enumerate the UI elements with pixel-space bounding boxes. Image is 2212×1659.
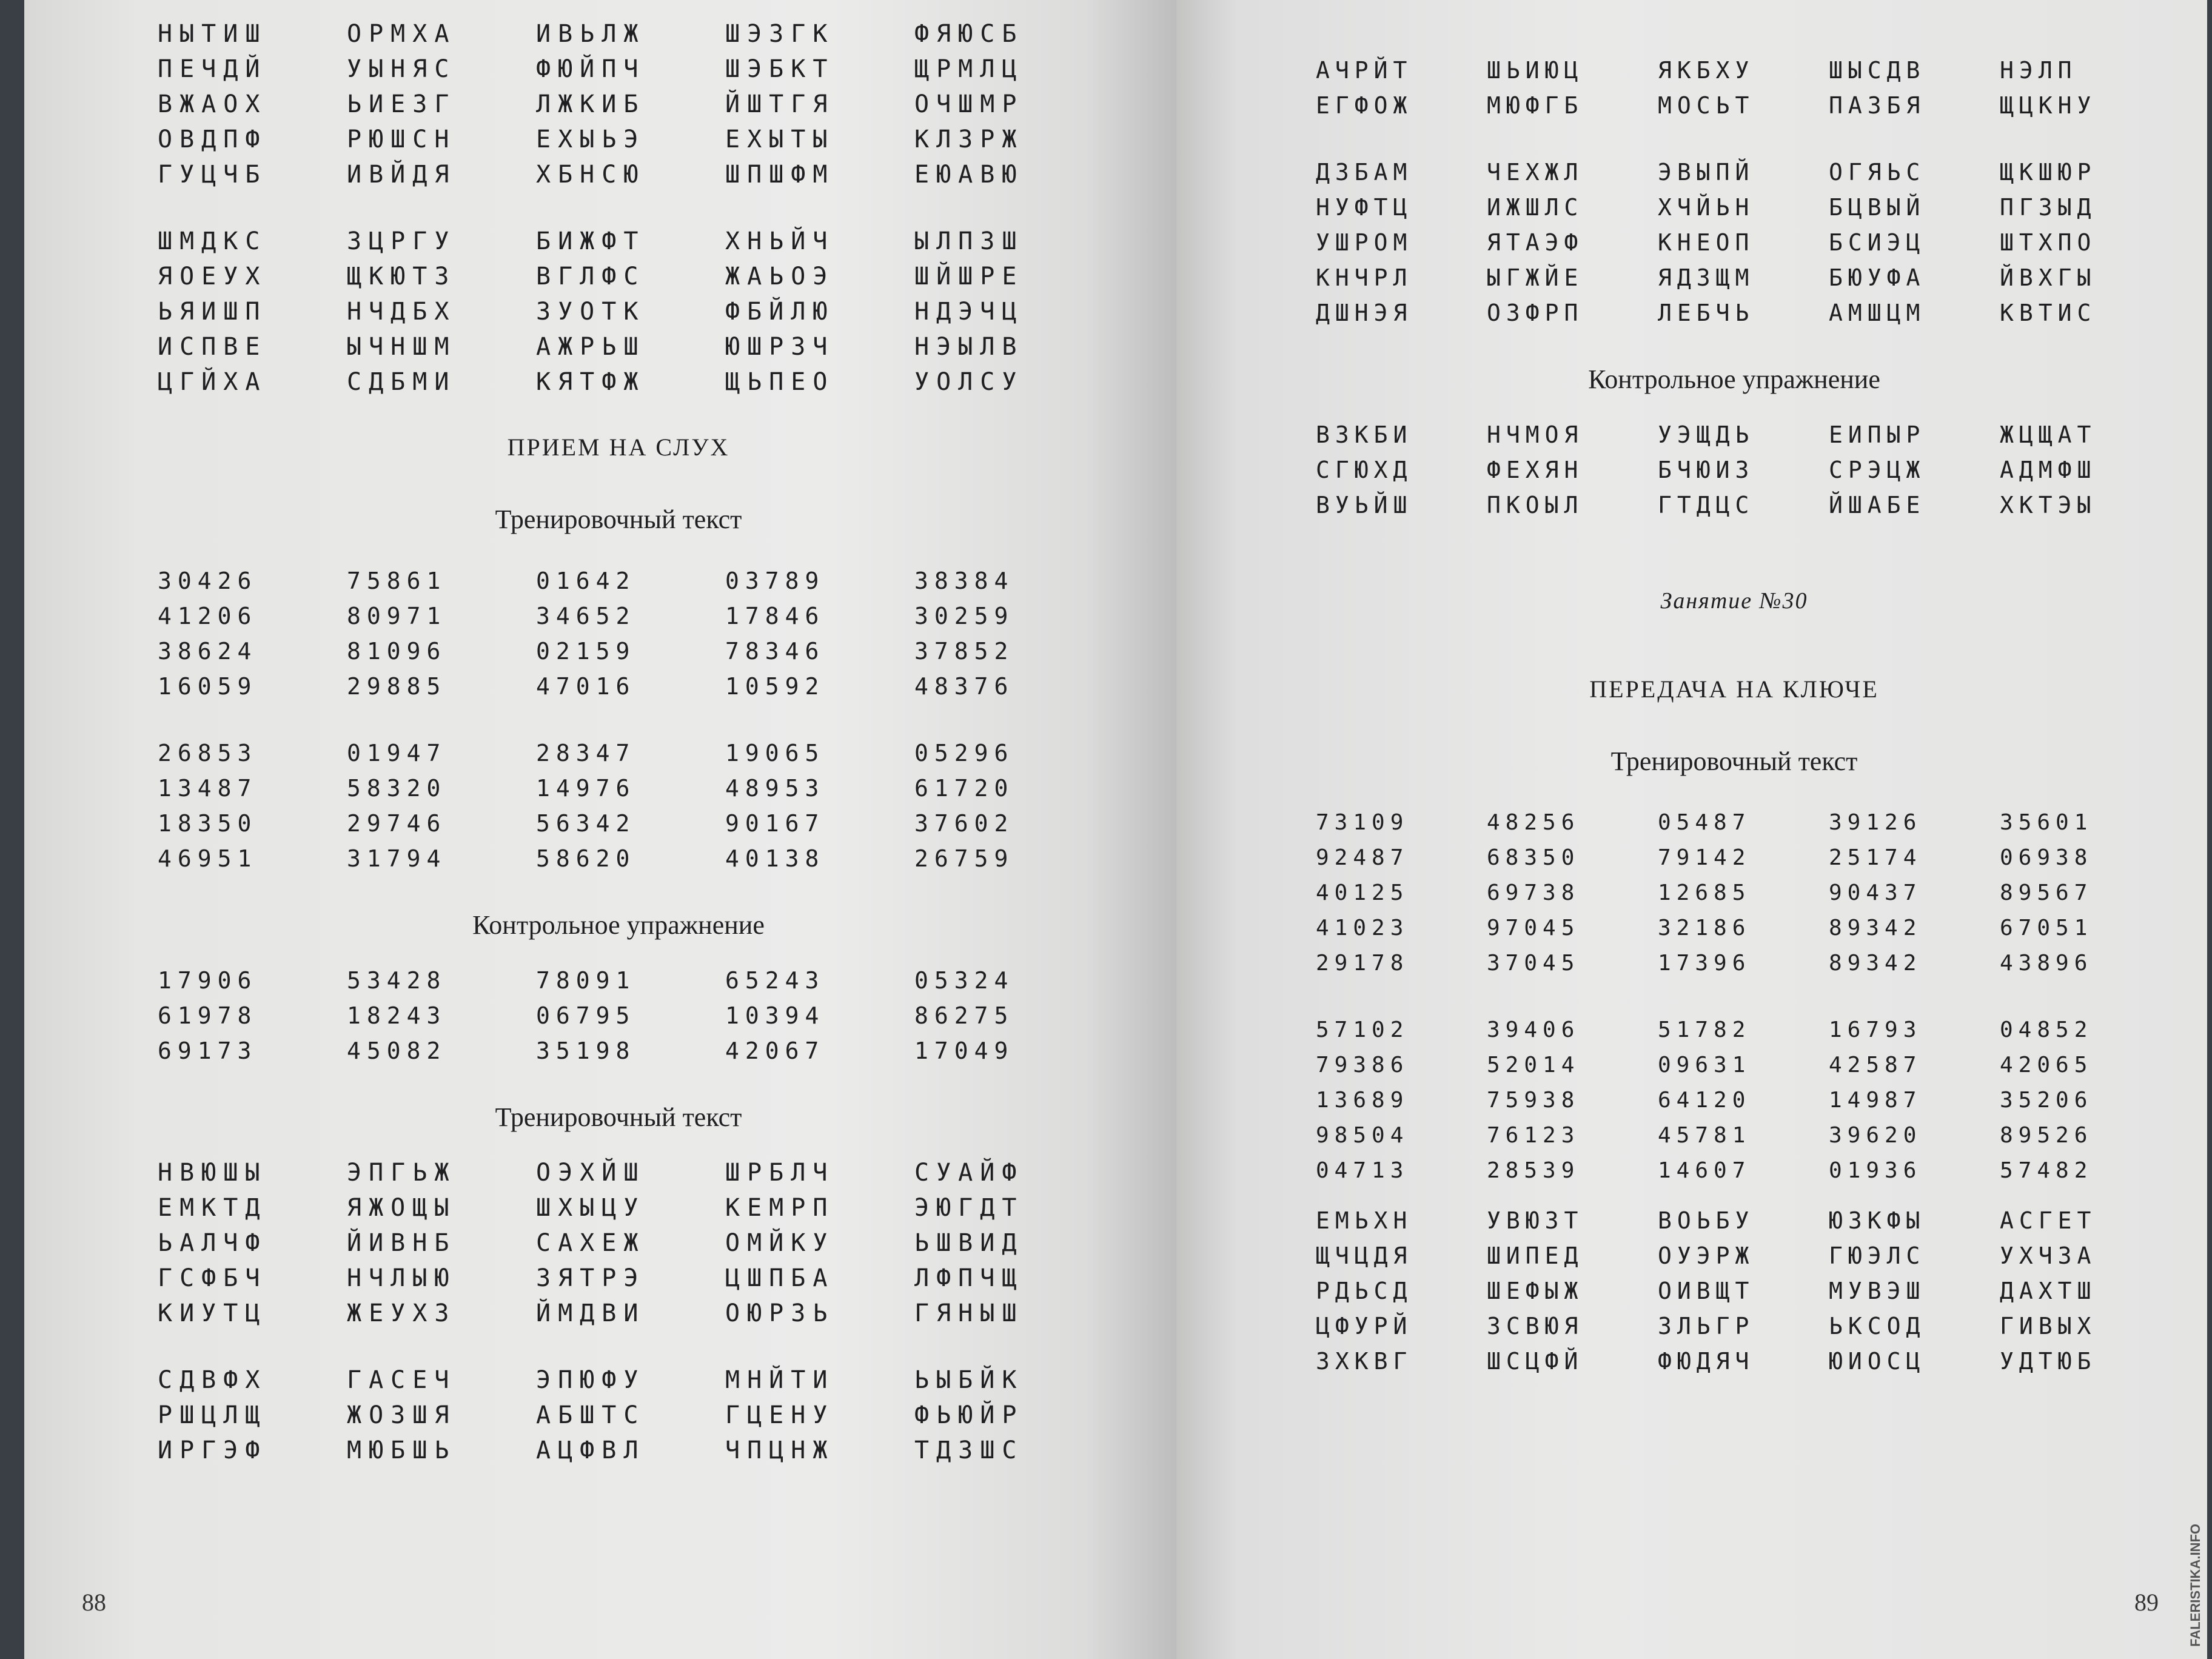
section-heading-reception: ПРИЕМ НА СЛУХ [507,434,730,461]
code-group-cell: ЕМЬХН [1316,1207,1413,1234]
code-group-cell: БСИЭЦ [1829,229,1926,256]
code-group-cell: НЫТИШ [158,20,267,48]
code-group-cell: ЕЮАВЮ [914,161,1024,189]
code-group-cell: 58620 [536,845,636,872]
code-group-cell: УОЛСУ [914,368,1024,396]
code-group-cell: УЫНЯС [347,55,457,83]
code-group-cell: 61720 [914,775,1014,802]
code-group-cell: 39126 [1829,810,1922,835]
code-group-cell: 45082 [347,1037,447,1064]
code-group-cell: ЗЯТРЭ [536,1264,646,1292]
code-group-cell: 13689 [1316,1088,1409,1113]
code-group-cell: 79386 [1316,1053,1409,1078]
code-group-cell: ЕХЫЬЭ [536,126,646,153]
code-group-cell: КНЕОП [1658,229,1755,256]
code-group-cell: ВОЬБУ [1658,1207,1755,1234]
code-group-cell: 57482 [2000,1158,2093,1183]
code-group-cell: 01642 [536,568,636,594]
code-group-cell: ЭПЮФУ [536,1366,646,1394]
code-group-cell: СДБМИ [347,368,457,396]
code-group-cell: 46951 [158,845,258,872]
code-group-cell: 52014 [1487,1053,1580,1078]
code-group-cell: 06795 [536,1002,636,1029]
code-group-cell: ЕИПЫР [1829,421,1926,448]
code-group-cell: 37045 [1487,951,1580,976]
code-group-cell: ИВЬЛЖ [536,20,646,48]
code-group-cell: АЦФВЛ [536,1436,646,1464]
code-group-cell: ЗЛЬГР [1658,1313,1755,1339]
control-letter-group [1316,419,2153,521]
code-group-cell: ГСФБЧ [158,1264,267,1292]
code-group-cell: МЮФГБ [1487,92,1584,119]
page-number: 88 [82,1589,106,1616]
code-group-cell: 17906 [158,967,258,994]
code-group-cell: ЭВЫПЙ [1658,159,1755,186]
code-group-cell: ШПШФМ [725,161,835,189]
code-group-cell: ЖЦЩАТ [2000,421,2097,448]
code-group-cell: ОИВЩТ [1658,1278,1755,1304]
code-group-cell: 34652 [536,603,636,629]
number-group [1316,1014,2153,1187]
code-group-cell: ЯОЕУХ [158,263,267,290]
code-group-cell: ЭПГЬЖ [347,1159,457,1187]
code-group-cell: ШРБЛЧ [725,1159,835,1187]
code-group-cell: БЮУФА [1829,264,1926,291]
code-group-cell: ПЕЧДЙ [158,55,267,83]
code-group-cell: 69173 [158,1037,258,1064]
code-group-cell: 41023 [1316,916,1409,940]
code-group-cell: КИУТЦ [158,1299,267,1327]
code-group-cell: 04713 [1316,1158,1409,1183]
code-group-cell: ДШНЭЯ [1316,300,1413,326]
section-heading-transmission: ПЕРЕДАЧА НА КЛЮЧЕ [1589,675,1879,703]
code-group-cell: ЗХКВГ [1316,1348,1413,1375]
code-group-cell: НДЭЧЦ [914,298,1024,326]
code-group-cell: ФЮДЯЧ [1658,1348,1755,1375]
code-group-cell: 40138 [725,845,825,872]
code-group-cell: ГТДЦС [1658,492,1755,518]
code-group-cell: ЫЛПЗШ [914,227,1024,255]
code-group-cell: 04852 [2000,1017,2093,1042]
code-group-cell: ШИПЕД [1487,1242,1584,1269]
code-group-cell: ЬИЕЗГ [347,90,457,118]
code-group-cell: 68350 [1487,845,1580,870]
code-group-cell: 38384 [914,568,1014,594]
control-number-group [158,965,1079,1067]
subheading-training-text: Тренировочный текст [1610,746,1858,776]
code-group-cell: 39406 [1487,1017,1580,1042]
code-group-cell: ОГЯЬС [1829,159,1926,186]
code-group-cell: 17846 [725,603,825,629]
code-group-cell: ЦФУРЙ [1316,1313,1413,1339]
code-group-cell: ИВЙДЯ [347,161,457,189]
code-group-cell: КЯТФЖ [536,368,646,396]
code-group-cell: ТДЗШС [914,1436,1024,1464]
book-spread [24,0,2207,1659]
code-group-cell: 89526 [2000,1123,2093,1148]
code-group-cell: ШЫСДВ [1829,57,1926,84]
code-group-cell: СДВФХ [158,1366,267,1394]
code-group-cell: ЬКСОД [1829,1313,1926,1339]
code-group-cell: 58320 [347,775,447,802]
code-group-cell: 65243 [725,967,825,994]
code-group-cell: ХКТЭЫ [2000,492,2097,518]
code-group-cell: ХБНСЮ [536,161,646,189]
subheading-training-text: Тренировочный текст [495,504,742,534]
code-group-cell: ВГЛФС [536,263,646,290]
code-group-cell: 75938 [1487,1088,1580,1113]
code-group-cell: 02159 [536,638,636,665]
code-group-cell: ВЗКБИ [1316,421,1413,448]
code-group-cell: ЙВХГЫ [2000,264,2097,291]
letter-group [1316,156,2153,329]
code-group-cell: 09631 [1658,1053,1751,1078]
code-group-cell: 56342 [536,810,636,837]
code-group-cell: ОУЭРЖ [1658,1242,1755,1269]
code-group-cell: ЗСВЮЯ [1487,1313,1584,1339]
code-group-cell: ЕМКТД [158,1194,267,1222]
code-group-cell: БЦВЫЙ [1829,194,1926,221]
code-group-cell: БИЖФТ [536,227,646,255]
code-group-cell: 80971 [347,603,447,629]
code-group-cell: АЖРЬШ [536,333,646,361]
code-group-cell: ОЗФРП [1487,300,1584,326]
code-group-cell: ОМЙКУ [725,1229,835,1257]
right-page [1176,0,2207,1659]
code-group-cell: ФБЙЛЮ [725,298,835,326]
code-group-cell: БЧЮИЗ [1658,457,1755,483]
code-group-cell: ФЬЮЙР [914,1401,1024,1429]
code-group-cell: ЭЮГДТ [914,1194,1024,1222]
letter-group [1316,1205,2153,1377]
code-group-cell: 26853 [158,740,258,766]
code-group-cell: ЮЗКФЫ [1829,1207,1926,1234]
code-group-cell: 01936 [1829,1158,1922,1183]
code-group-cell: СУАЙФ [914,1159,1024,1187]
code-group-cell: ИСПВЕ [158,333,267,361]
code-group-cell: 37852 [914,638,1014,665]
code-group-cell: 30259 [914,603,1014,629]
code-group-cell: ШМДКС [158,227,267,255]
code-group-cell: 73109 [1316,810,1409,835]
code-group-cell: ОЧШМР [914,90,1024,118]
code-group-cell: КВТИС [2000,300,2097,326]
code-group-cell: УХЧЗА [2000,1242,2097,1269]
code-group-cell: 13487 [158,775,258,802]
left-top-letters [158,18,1079,398]
code-group-cell: 37602 [914,810,1014,837]
code-group-cell: ВУЬЙШ [1316,492,1413,518]
letter-group [158,226,1079,398]
code-group-cell: ОЮРЗЬ [725,1299,835,1327]
code-group-cell: 90437 [1829,880,1922,905]
code-group-cell: 38624 [158,638,258,665]
code-group-cell: ЖОЗШЯ [347,1401,457,1429]
code-group-cell: 39620 [1829,1123,1922,1148]
code-group-cell: НЧЛЫЮ [347,1264,457,1292]
number-group [158,565,1079,702]
letter-group [158,1157,1079,1329]
code-group-cell: 29178 [1316,951,1409,976]
code-group-cell: 45781 [1658,1123,1751,1148]
code-group-cell: ИРГЭФ [158,1436,267,1464]
code-group-cell: НУФТЦ [1316,194,1413,221]
code-group-cell: 78091 [536,967,636,994]
code-group-cell: 18350 [158,810,258,837]
watermark: FALERISTIKA.INFO [2188,1524,2203,1647]
code-group-cell: 01947 [347,740,447,766]
code-group-cell: 05296 [914,740,1014,766]
code-group-cell: ШСЦФЙ [1487,1348,1584,1375]
code-group-cell: СРЭЦЖ [1829,457,1926,483]
code-group-cell: 19065 [725,740,825,766]
code-group-cell: ЙШАБЕ [1829,492,1926,518]
code-group-cell: НЭЛП [2000,57,2077,84]
code-group-cell: РШЦЛЩ [158,1401,267,1429]
code-group-cell: 28539 [1487,1158,1580,1183]
number-group [1316,807,2153,979]
code-group-cell: АДМФШ [2000,457,2097,483]
code-group-cell: 89342 [1829,951,1922,976]
code-group-cell: 48256 [1487,810,1580,835]
code-group-cell: СГЮХД [1316,457,1413,483]
code-group-cell: ДАХТШ [2000,1278,2097,1304]
code-group-cell: ПАЗБЯ [1829,92,1926,119]
left-page [24,0,1176,1659]
code-group-cell: ЕХЫТЫ [725,126,835,153]
code-group-cell: УВЮЗТ [1487,1207,1584,1234]
code-group-cell: ШХЫЦУ [536,1194,646,1222]
code-group-cell: 75861 [347,568,447,594]
code-group-cell: ОРМХА [347,20,457,48]
code-group-cell: 64120 [1658,1088,1751,1113]
letter-group [158,1364,1079,1466]
code-group-cell: ЯДЗЩМ [1658,264,1755,291]
code-group-cell: 26759 [914,845,1014,872]
code-group-cell: МЮБШЬ [347,1436,457,1464]
code-group-cell: ФЯЮСБ [914,20,1024,48]
code-group-cell: ЗЦРГУ [347,227,457,255]
page-number: 89 [2134,1589,2159,1616]
code-group-cell: ШЙШРЕ [914,263,1024,290]
code-group-cell: 29746 [347,810,447,837]
code-group-cell: 16793 [1829,1017,1922,1042]
code-group-cell: 30426 [158,568,258,594]
code-group-cell: КЕМРП [725,1194,835,1222]
code-group-cell: 57102 [1316,1017,1409,1042]
code-group-cell: 53428 [347,967,447,994]
code-group-cell: ЮИОСЦ [1829,1348,1926,1375]
code-group-cell: ЕГФОЖ [1316,92,1413,119]
code-group-cell: 41206 [158,603,258,629]
code-group-cell: 42067 [725,1037,825,1064]
code-group-cell: 90167 [725,810,825,837]
code-group-cell: 35601 [2000,810,2093,835]
code-group-cell: 18243 [347,1002,447,1029]
code-group-cell: ИЖШЛС [1487,194,1584,221]
code-group-cell: ЬЯИШП [158,298,267,326]
code-group-cell: РДЬСД [1316,1278,1413,1304]
code-group-cell: ГАСЕЧ [347,1366,457,1394]
code-group-cell: ЯЖОЩЫ [347,1194,457,1222]
code-group-cell: 05324 [914,967,1014,994]
code-group-cell: 03789 [725,568,825,594]
code-group-cell: 78346 [725,638,825,665]
code-group-cell: УЭЩДЬ [1658,421,1755,448]
code-group-cell: УШРОМ [1316,229,1413,256]
code-group-cell: ЬАЛЧФ [158,1229,267,1257]
code-group-cell: ШЬИЮЦ [1487,57,1584,84]
code-group-cell: 67051 [2000,916,2093,940]
code-group-cell: ХЧЙЬН [1658,194,1755,221]
code-group-cell: НЧМОЯ [1487,421,1584,448]
code-group-cell: 17049 [914,1037,1014,1064]
code-group-cell: 32186 [1658,916,1751,940]
code-group-cell: ШЭЗГК [725,20,835,48]
code-group-cell: ЩКЮТЗ [347,263,457,290]
code-group-cell: ЩЦКНУ [2000,92,2097,119]
code-group-cell: КЛЗРЖ [914,126,1024,153]
code-group-cell: 14976 [536,775,636,802]
code-group-cell: ЫЧНШМ [347,333,457,361]
code-group-cell: 35206 [2000,1088,2093,1113]
code-group-cell: ФЕХЯН [1487,457,1584,483]
code-group-cell: ЩЬПЕО [725,368,835,396]
code-group-cell: ШЭБКТ [725,55,835,83]
code-group-cell: ЫГЖЙЕ [1487,264,1584,291]
code-group-cell: АЧРЙТ [1316,57,1413,84]
lesson-number: Занятие №30 [1660,588,1808,614]
code-group-cell: ХНЬЙЧ [725,227,835,255]
code-group-cell: 14987 [1829,1088,1922,1113]
code-group-cell: ГУЦЧБ [158,161,267,189]
subheading-training-text-2: Тренировочный текст [495,1102,742,1132]
letter-group [1316,55,2153,121]
code-group-cell: ГИВЫХ [2000,1313,2097,1339]
code-group-cell: 81096 [347,638,447,665]
code-group-cell: 06938 [2000,845,2093,870]
code-group-cell: 43896 [2000,951,2093,976]
code-group-cell: АМШЦМ [1829,300,1926,326]
code-group-cell: МУВЭШ [1829,1278,1926,1304]
code-group-cell: ГЯНЫШ [914,1299,1024,1327]
code-group-cell: ДЗБАМ [1316,159,1413,186]
code-group-cell: ЛФПЧЩ [914,1264,1024,1292]
code-group-cell: ЬЫБЙК [914,1366,1024,1394]
code-group-cell: 47016 [536,673,636,700]
code-group-cell: УДТЮБ [2000,1348,2097,1375]
code-group-cell: РЮШСН [347,126,457,153]
code-group-cell: 89342 [1829,916,1922,940]
code-group-cell: ПКОЫЛ [1487,492,1584,518]
code-group-cell: 42065 [2000,1053,2093,1078]
code-group-cell: ВЖАОХ [158,90,267,118]
code-group-cell: 61978 [158,1002,258,1029]
code-group-cell: КНЧРЛ [1316,264,1413,291]
subheading-control-exercise: Контрольное упражнение [472,910,765,940]
code-group-cell: ШЕФЫЖ [1487,1278,1584,1304]
code-group-cell: 17396 [1658,951,1751,976]
code-group-cell: МОСЬТ [1658,92,1755,119]
code-group-cell: 29885 [347,673,447,700]
code-group-cell: ЛЖКИБ [536,90,646,118]
code-group-cell: ЧПЦНЖ [725,1436,835,1464]
code-group-cell: ОВДПФ [158,126,267,153]
code-group-cell: ЙМДВИ [536,1299,646,1327]
code-group-cell: 98504 [1316,1123,1409,1148]
code-group-cell: НВЮШЫ [158,1159,267,1187]
code-group-cell: 76123 [1487,1123,1580,1148]
code-group-cell: 14607 [1658,1158,1751,1183]
code-group-cell: ШТХПО [2000,229,2097,256]
code-group-cell: 69738 [1487,880,1580,905]
code-group-cell: 10592 [725,673,825,700]
code-group-cell: НЧДБХ [347,298,457,326]
code-group-cell: 42587 [1829,1053,1922,1078]
code-group-cell: ЩРМЛЦ [914,55,1024,83]
code-group-cell: ЯКБХУ [1658,57,1755,84]
code-group-cell: АБШТС [536,1401,646,1429]
code-group-cell: ПГЗЫД [2000,194,2097,221]
number-group [158,737,1079,874]
code-group-cell: 10394 [725,1002,825,1029]
code-group-cell: ФЮЙПЧ [536,55,646,83]
code-group-cell: ЖЕУХЗ [347,1299,457,1327]
code-group-cell: 86275 [914,1002,1014,1029]
code-group-cell: 16059 [158,673,258,700]
code-group-cell: НЭЫЛВ [914,333,1024,361]
subheading-control-exercise: Контрольное упражнение [1588,364,1880,394]
code-group-cell: ЦГЙХА [158,368,267,396]
code-group-cell: 92487 [1316,845,1409,870]
code-group-cell: МНЙТИ [725,1366,835,1394]
code-group-cell: 40125 [1316,880,1409,905]
code-group-cell: ЗУОТК [536,298,646,326]
code-group-cell: 97045 [1487,916,1580,940]
code-group-cell: ЙИВНБ [347,1229,457,1257]
code-group-cell: АСГЕТ [2000,1207,2097,1234]
code-group-cell: ЩЧЦДЯ [1316,1242,1413,1269]
code-group-cell: ЖАЬОЭ [725,263,835,290]
code-group-cell: ЯТАЭФ [1487,229,1584,256]
code-group-cell: ЩКШЮР [2000,159,2097,186]
code-group-cell: 79142 [1658,845,1751,870]
code-group-cell: ЛЕБЧЬ [1658,300,1755,326]
letter-group [158,18,1079,190]
code-group-cell: 48953 [725,775,825,802]
code-group-cell: ЬШВИД [914,1229,1024,1257]
code-group-cell: ГЦЕНУ [725,1401,835,1429]
code-group-cell: 25174 [1829,845,1922,870]
code-group-cell: 28347 [536,740,636,766]
code-group-cell: ГЮЭЛС [1829,1242,1926,1269]
code-group-cell: САХЕЖ [536,1229,646,1257]
code-group-cell: ОЭХЙШ [536,1159,646,1187]
code-group-cell: 48376 [914,673,1014,700]
code-group-cell: 89567 [2000,880,2093,905]
code-group-cell: ЙШТГЯ [725,90,835,118]
code-group-cell: 35198 [536,1037,636,1064]
code-group-cell: ЦШПБА [725,1264,835,1292]
code-group-cell: 05487 [1658,810,1751,835]
code-group-cell: ЧЕХЖЛ [1487,159,1584,186]
code-group-cell: 31794 [347,845,447,872]
code-group-cell: 51782 [1658,1017,1751,1042]
code-group-cell: 12685 [1658,880,1751,905]
code-group-cell: ЮШРЗЧ [725,333,835,361]
